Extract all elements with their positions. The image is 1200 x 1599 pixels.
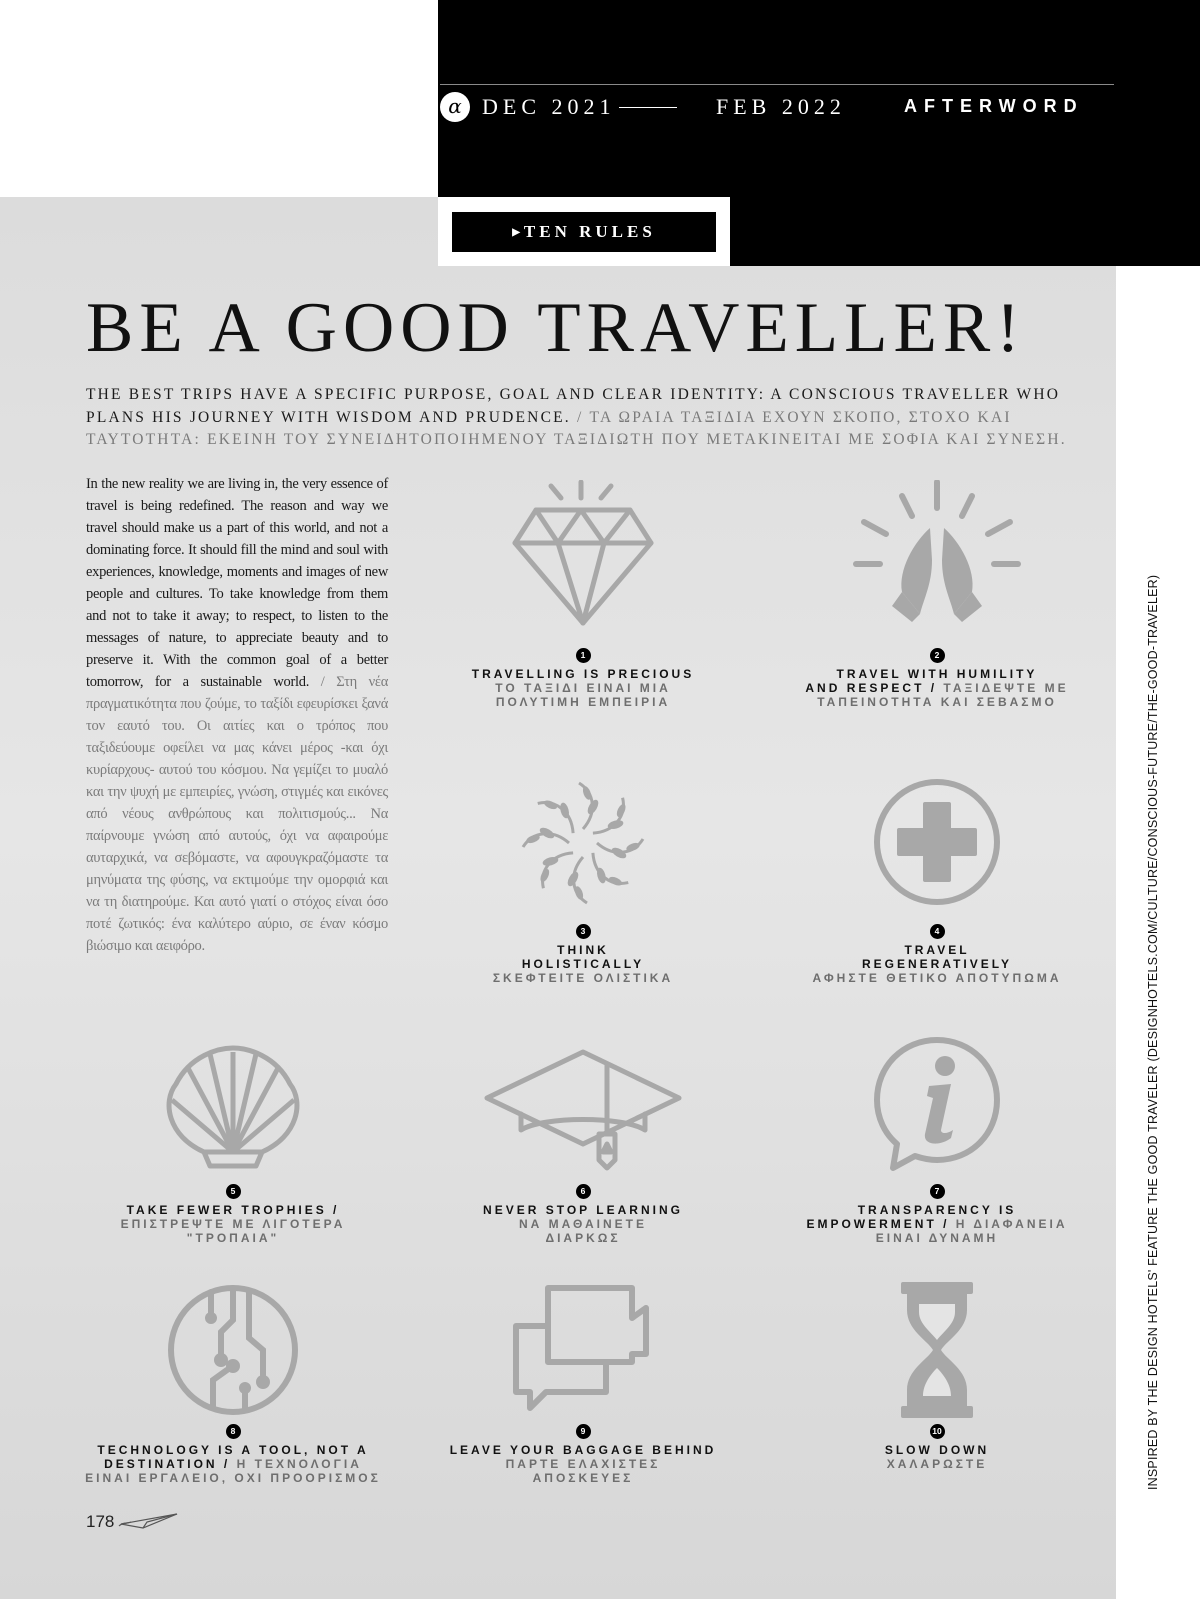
praying-hands-icon bbox=[852, 480, 1022, 630]
paper-plane-icon bbox=[117, 1512, 181, 1532]
rule-gr-line: ΔΙΑΡΚΩΣ bbox=[545, 1231, 621, 1245]
rule-gr-line: "ΤΡΟΠΑΙΑ" bbox=[186, 1231, 280, 1245]
rule-en-line: TRAVELLING IS PRECIOUS bbox=[471, 667, 695, 681]
rule-en-line: REGENERATIVELY bbox=[861, 957, 1013, 971]
logo-glyph: α bbox=[448, 94, 462, 118]
rule-5 bbox=[102, 1044, 364, 1245]
chat-bubbles-icon bbox=[508, 1280, 658, 1420]
rule-gr-line: ΠΑΡΤΕ ΕΛΑΧΙΣΤΕΣ bbox=[505, 1457, 661, 1471]
article-title: BE A GOOD TRAVELLER! bbox=[86, 289, 1026, 367]
info-bubble-icon bbox=[867, 1034, 1007, 1174]
rule-gr-line: ΤΑΠΕΙΝΟΤΗΤΑ ΚΑΙ ΣΕΒΑΣΜΟ bbox=[817, 695, 1057, 709]
body-text bbox=[86, 473, 388, 957]
tab-ten-rules bbox=[452, 212, 716, 252]
graduation-cap-icon bbox=[483, 1044, 683, 1174]
rule-gr-line: ΑΠΟΣΚΕΥΕΣ bbox=[532, 1471, 634, 1485]
rule-en-line: EMPOWERMENT / bbox=[806, 1217, 950, 1231]
rule-gr-line: Η ΤΕΧΝΟΛΟΓΙΑ bbox=[236, 1457, 362, 1471]
diamond-icon bbox=[503, 480, 663, 630]
rule-number: 4 bbox=[930, 924, 945, 939]
circuit-circle-icon bbox=[163, 1280, 303, 1420]
rule-number: 1 bbox=[576, 648, 591, 663]
rule-3 bbox=[453, 778, 713, 985]
standfirst-gr: / ΤΑ ΩΡΑΙΑ ΤΑΞΙΔΙΑ ΕΧΟΥΝ ΣΚΟΠΟ, ΣΤΟΧΟ ΚΑΙ ΤΑΥΤΟΤΗΤΑ: ΕΚΕΙΝΗ ΤΟΥ ΣΥΝΕΙΔΗΤΟΠΟΙΗΜΕΝΟΥ ΤΑΞΙΔΙΩΤΗ ΠΟΥ ΜΕΤΑΚΙΝΕΙΤΑΙ ΜΕ ΣΟΦΙΑ ΚΑΙ ΣΥΝΕΣΗ. bbox=[86, 408, 1067, 448]
body-en: In the new reality we are living in, the very essence of travel is being redefined. The reason and way we travel should make us a part of this world, and not a dominating force. It should fill the mind and soul with experiences, knowledge, moments and images of new people and cultures. To take knowledge from them and not to take it away; to respect, to listen to the messages of nature, to appreciate beauty and to preserve it. With the common goal of a better tomorrow, for a sustainable world. bbox=[86, 476, 388, 690]
plus-circle-icon bbox=[867, 778, 1007, 908]
source-credit: INSPIRED BY THE DESIGN HOTELS' FEATURE THE GOOD TRAVELER (DESIGNHOTELS.COM/CULTURE/CONSCIOUS-FUTURE/THE-GOOD-TRAVELER) bbox=[1146, 574, 1160, 1490]
rule-caption-line bbox=[78, 1457, 388, 1471]
triangle-icon: ▶ bbox=[512, 227, 520, 238]
laurel-swirl-icon bbox=[508, 778, 658, 908]
hourglass-icon bbox=[897, 1280, 977, 1420]
rule-en-line: LEAVE YOUR BAGGAGE BEHIND bbox=[449, 1443, 717, 1457]
rule-9 bbox=[438, 1280, 728, 1485]
rule-gr-line: ΑΦΗΣΤΕ ΘΕΤΙΚΟ ΑΠΟΤΥΠΩΜΑ bbox=[812, 971, 1062, 985]
body-gr: / Στη νέα πραγματικότητα που ζούμε, το ταξίδι εφευρίσκει ξανά τον εαυτό του. Οι αιτίες και ο τρόπος που ταξιδεύουμε οφείλει να μας κάνει μέρος -και όχι κυρίαρχους- αυτού του κόσμου. Να γεμίζει το μυαλό και την ψυχή με εμπειρίες, γνώση, στιγμές και εικόνες από νέους ανθρώπους και πολιτισμούς... Να παίρνουμε γνώση από αυτούς, όχι να αφαιρούμε αυταρχικά, να σεβόμαστε, να αφουγκραζόμαστε τα μηνύματα της φύσης, να εκτιμούμε την ομορφιά και να τη διατηρούμε. Και αυτό γιατί ο στόχος είναι όσο ποτέ ζωτικός: ένα καλύτερο αύριο, σε έναν κόσμο βιώσιμο και αειφόρο. bbox=[86, 674, 388, 954]
rule-gr-line: ΕΠΙΣΤΡΕΨΤΕ ΜΕ ΛΙΓΟΤΕΡΑ bbox=[120, 1217, 346, 1231]
rule-en-line: NEVER STOP LEARNING bbox=[483, 1203, 683, 1217]
rule-gr-line: ΕΙΝΑΙ ΔΥΝΑΜΗ bbox=[875, 1231, 999, 1245]
rule-6 bbox=[448, 1044, 718, 1245]
magazine-logo bbox=[440, 92, 470, 122]
rule-number: 6 bbox=[576, 1184, 591, 1199]
rule-10 bbox=[808, 1280, 1066, 1471]
rule-gr-line: ΣΚΕΦΤΕΙΤΕ ΟΛΙΣΤΙΚΑ bbox=[492, 971, 674, 985]
rule-en-line: TAKE FEWER TROPHIES / bbox=[126, 1203, 340, 1217]
rule-gr-line: ΧΑΛΑΡΩΣΤΕ bbox=[886, 1457, 988, 1471]
rule-en-line: AND RESPECT / bbox=[805, 681, 938, 695]
rule-gr-line: ΝΑ ΜΑΘΑΙΝΕΤΕ bbox=[518, 1217, 648, 1231]
rule-gr-line: Η ΔΙΑΦΑΝΕΙΑ bbox=[955, 1217, 1068, 1231]
rule-en-line: TRAVEL WITH HUMILITY bbox=[836, 667, 1038, 681]
page-number: 178 bbox=[86, 1512, 115, 1531]
issue-end: FEB 2022 bbox=[716, 94, 846, 119]
rule-en-line: SLOW DOWN bbox=[884, 1443, 990, 1457]
rule-number: 9 bbox=[576, 1424, 591, 1439]
issue-dash bbox=[619, 107, 677, 108]
rule-caption-line bbox=[798, 681, 1076, 695]
standfirst bbox=[86, 384, 1076, 452]
rule-number: 5 bbox=[226, 1184, 241, 1199]
rule-gr-line: ΤΟ ΤΑΞΙΔΙ ΕΙΝΑΙ ΜΙΑ bbox=[495, 681, 671, 695]
rule-en-line: TECHNOLOGY IS A TOOL, NOT A bbox=[97, 1443, 369, 1457]
header-rule bbox=[440, 84, 1114, 85]
rule-gr-line: ΤΑΞΙΔΕΨΤΕ ΜΕ bbox=[943, 681, 1069, 695]
rule-en-line: TRAVEL bbox=[904, 943, 970, 957]
rule-2 bbox=[798, 480, 1076, 709]
seashell-icon bbox=[158, 1044, 308, 1174]
tab-label: TEN RULES bbox=[523, 222, 656, 241]
rule-en-line: THINK bbox=[557, 943, 609, 957]
section-name: AFTERWORD bbox=[904, 96, 1084, 116]
rule-1 bbox=[453, 480, 713, 709]
rule-number: 7 bbox=[930, 1184, 945, 1199]
standfirst-en: THE BEST TRIPS HAVE A SPECIFIC PURPOSE, GOAL AND CLEAR IDENTITY: A CONSCIOUS TRAVELLER WHO PLANS HIS JOURNEY WITH WISDOM AND PRUDENCE. bbox=[86, 386, 1061, 426]
rule-en-line: HOLISTICALLY bbox=[521, 957, 645, 971]
rule-gr-line: ΕΙΝΑΙ ΕΡΓΑΛΕΙΟ, ΟΧΙ ΠΡΟΟΡΙΣΜΟΣ bbox=[85, 1471, 381, 1485]
issue-start: DEC 2021 bbox=[482, 94, 616, 119]
rule-gr-line: ΠΟΛΥΤΙΜΗ ΕΜΠΕΙΡΙΑ bbox=[495, 695, 671, 709]
rule-en-line: TRANSPARENCY IS bbox=[857, 1203, 1017, 1217]
rule-en-line: DESTINATION / bbox=[104, 1457, 231, 1471]
rule-caption-line bbox=[798, 1217, 1076, 1231]
rule-4 bbox=[798, 778, 1076, 985]
rule-number: 3 bbox=[576, 924, 591, 939]
rule-number: 10 bbox=[930, 1424, 945, 1439]
rule-number: 2 bbox=[930, 648, 945, 663]
rule-8 bbox=[78, 1280, 388, 1485]
rule-7 bbox=[798, 1034, 1076, 1245]
rule-number: 8 bbox=[226, 1424, 241, 1439]
